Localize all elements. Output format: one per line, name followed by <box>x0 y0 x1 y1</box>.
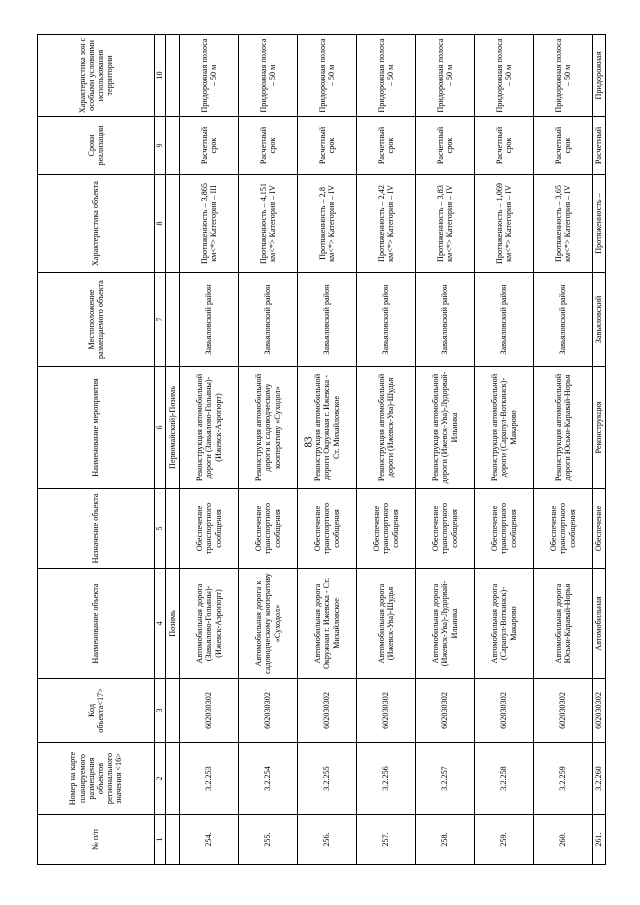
header-row <box>38 35 155 865</box>
map-number: 3.2.260 <box>593 743 606 815</box>
row-number: 260. <box>534 815 593 865</box>
table-cell <box>166 117 180 175</box>
object-location: Завьяловский район <box>357 273 416 367</box>
header-cell: Характеристика объекта <box>38 175 155 273</box>
table-cell <box>166 35 180 117</box>
header-cell: Код объекта<17> <box>38 679 155 743</box>
table-row <box>180 35 239 865</box>
object-code: 602030302 <box>180 679 239 743</box>
object-purpose: Обеспечение транспортного сообщения <box>180 489 239 569</box>
table-row <box>239 35 298 865</box>
object-location: Завьяловский район <box>475 273 534 367</box>
header-cell: Сроки реализации <box>38 117 155 175</box>
row-number: 255. <box>239 815 298 865</box>
zone-spec: Придорожная полоса – 50 м <box>298 35 357 117</box>
column-number: 8 <box>155 175 166 273</box>
implementation-term: Расчетный срок <box>416 117 475 175</box>
continuation-row <box>166 35 180 865</box>
column-number: 4 <box>155 569 166 679</box>
object-name: Автомобильная дорога (Завьялово-Гольяны)-(Ижевск-Аэропорт) <box>180 569 239 679</box>
object-code: 602030302 <box>593 679 606 743</box>
object-name: Автомобильная дорога к садоводческому кооперативу «Суходол» <box>239 569 298 679</box>
column-number: 6 <box>155 367 166 489</box>
object-purpose: Обеспечение транспортного сообщения <box>475 489 534 569</box>
action-name: Реконструкция автомобильной дороги (Ижевск-Ува)-Лудорвай-Ильинка <box>416 367 475 489</box>
zone-spec: Придорожная полоса – 50 м <box>534 35 593 117</box>
object-purpose: Обеспечение транспортного сообщения <box>534 489 593 569</box>
table-row <box>593 35 606 865</box>
object-code: 602030302 <box>357 679 416 743</box>
row-number: 254. <box>180 815 239 865</box>
implementation-term: Расчетный срок <box>298 117 357 175</box>
zone-spec: Придорожная <box>593 35 606 117</box>
zone-spec: Придорожная полоса – 50 м <box>357 35 416 117</box>
map-number: 3.2.255 <box>298 743 357 815</box>
object-name: Автомобильная дорога (Сарапул-Воткинск)- Макарово <box>475 569 534 679</box>
column-number: 2 <box>155 743 166 815</box>
objects-table <box>37 34 606 865</box>
zone-spec: Придорожная полоса – 50 м <box>475 35 534 117</box>
table-cell <box>166 679 180 743</box>
object-name: Автомобильная дорога Окружная г. Ижевска - Ст. Михайловское <box>298 569 357 679</box>
table-cell <box>166 489 180 569</box>
column-number: 1 <box>155 815 166 865</box>
action-name: Реконструкция автомобильной дороги (Ижевск-Ува)-Шудья <box>357 367 416 489</box>
row-number: 261. <box>593 815 606 865</box>
object-name-cell: Позимь <box>166 569 180 679</box>
object-code: 602030302 <box>239 679 298 743</box>
header-cell: № п/п <box>38 815 155 865</box>
column-number-row <box>155 35 166 865</box>
object-location: Завьяловский район <box>180 273 239 367</box>
table-row <box>534 35 593 865</box>
zone-spec: Придорожная полоса – 50 м <box>239 35 298 117</box>
object-name: Автомобильная <box>593 569 606 679</box>
object-name: Автомобильная дорога (Ижевск-Ува)-Лудорвай-Ильинка <box>416 569 475 679</box>
object-spec: Протяженность – 3,865 км<*> Категория – III <box>180 175 239 273</box>
row-number: 257. <box>357 815 416 865</box>
object-location: Завьяловский район <box>298 273 357 367</box>
object-spec: Протяженность – 3,83 км<*> Категория – IV <box>416 175 475 273</box>
header-cell: Наименование мероприятия <box>38 367 155 489</box>
implementation-term: Расчетный срок <box>475 117 534 175</box>
object-name: Автомобильная дорога Юськи-Каравай-Норья <box>534 569 593 679</box>
table-row <box>357 35 416 865</box>
column-number: 3 <box>155 679 166 743</box>
object-purpose: Обеспечение транспортного сообщения <box>239 489 298 569</box>
page-number: 83 <box>302 436 315 448</box>
object-purpose: Обеспечение <box>593 489 606 569</box>
object-purpose: Обеспечение транспортного сообщения <box>357 489 416 569</box>
action-name: Реконструкция автомобильной дороги Окружная г. Ижевска - Ст. Михайловское <box>298 367 357 489</box>
map-number: 3.2.259 <box>534 743 593 815</box>
action-cell: Первомайский)-Позимь <box>166 367 180 489</box>
implementation-term: Расчетный срок <box>180 117 239 175</box>
implementation-term: Расчетный <box>593 117 606 175</box>
object-location: Завьяловский район <box>534 273 593 367</box>
object-code: 602030302 <box>298 679 357 743</box>
row-number: 259. <box>475 815 534 865</box>
implementation-term: Расчетный срок <box>239 117 298 175</box>
object-spec: Протяженность – <box>593 175 606 273</box>
row-number: 258. <box>416 815 475 865</box>
implementation-term: Расчетный срок <box>534 117 593 175</box>
column-number: 10 <box>155 35 166 117</box>
action-name: Реконструкция <box>593 367 606 489</box>
action-name: Реконструкция автомобильной дороги Юськи-Каравай-Норья <box>534 367 593 489</box>
object-purpose: Обеспечение транспортного сообщения <box>298 489 357 569</box>
table-cell <box>166 815 180 865</box>
object-purpose: Обеспечение транспортного сообщения <box>416 489 475 569</box>
column-number: 9 <box>155 117 166 175</box>
header-cell: Назначение объекта <box>38 489 155 569</box>
header-cell: Наименование объекта <box>38 569 155 679</box>
object-location: Завьяловский район <box>239 273 298 367</box>
map-number: 3.2.253 <box>180 743 239 815</box>
object-spec: Протяженность – 2,8 км<*> Категория – IV <box>298 175 357 273</box>
action-name: Реконструкция автомобильной дороги (Завьялово-Гольяны)-(Ижевск-Аэропорт) <box>180 367 239 489</box>
header-cell: Номер на карте планируемого размещения объектов регионального значения <16> <box>38 743 155 815</box>
implementation-term: Расчетный срок <box>357 117 416 175</box>
row-number: 256. <box>298 815 357 865</box>
object-code: 602030302 <box>534 679 593 743</box>
action-name: Реконструкция автомобильной дороги (Сарапул-Воткинск)- Макарово <box>475 367 534 489</box>
table-cell <box>166 273 180 367</box>
zone-spec: Придорожная полоса – 50 м <box>416 35 475 117</box>
object-spec: Протяженность – 3,65 км<*> Категория – IV <box>534 175 593 273</box>
object-location: Завьяловский район <box>416 273 475 367</box>
table-row <box>475 35 534 865</box>
header-cell: Местоположение размещаемого объекта <box>38 273 155 367</box>
map-number: 3.2.257 <box>416 743 475 815</box>
object-code: 602030302 <box>475 679 534 743</box>
map-number: 3.2.258 <box>475 743 534 815</box>
table-row <box>416 35 475 865</box>
table-cell <box>166 743 180 815</box>
header-cell: Характеристика зон с особыми условиями использования территории <box>38 35 155 117</box>
object-name: Автомобильная дорога (Ижевск-Ува)-Шудья <box>357 569 416 679</box>
rotated-table-container <box>37 35 603 865</box>
map-number: 3.2.256 <box>357 743 416 815</box>
map-number: 3.2.254 <box>239 743 298 815</box>
zone-spec: Придорожная полоса – 50 м <box>180 35 239 117</box>
table-row <box>298 35 357 865</box>
action-name: Реконструкция автомобильной дороги к садоводческому кооперативу «Суходол» <box>239 367 298 489</box>
object-spec: Протяженность – 1,069 км<*> Категория – IV <box>475 175 534 273</box>
table-cell <box>166 175 180 273</box>
object-spec: Протяженность – 4,151 км<*> Категория – IV <box>239 175 298 273</box>
object-code: 602030302 <box>416 679 475 743</box>
object-location: Завьяловский <box>593 273 606 367</box>
object-spec: Протяженность – 2,42 км<*> Категория – IV <box>357 175 416 273</box>
column-number: 5 <box>155 489 166 569</box>
column-number: 7 <box>155 273 166 367</box>
